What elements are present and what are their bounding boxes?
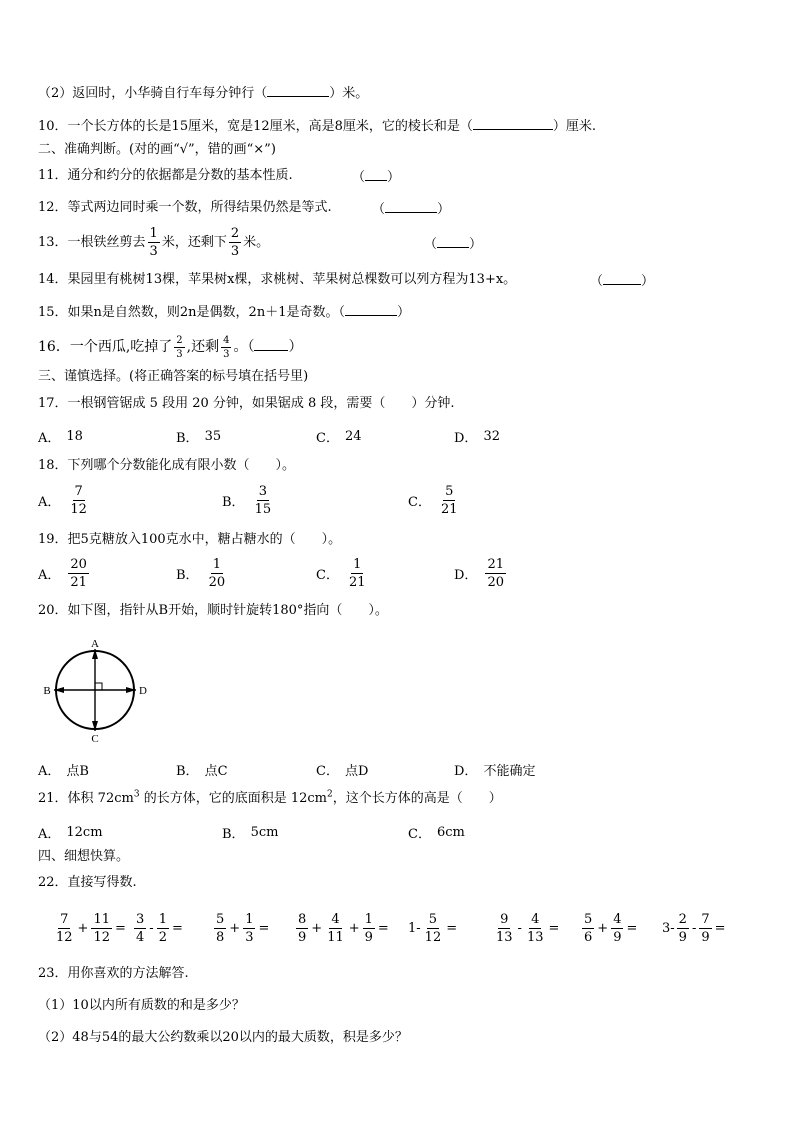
option-a[interactable]: A． 12cm: [38, 825, 103, 842]
expression-6: $\frac{9}{13}$ - $\frac{4}{13}$ =: [496, 912, 560, 945]
answer-paren[interactable]: （ ）: [424, 237, 483, 252]
expression-2: $\frac{3}{4}$ - $\frac{1}{2}$ =: [136, 912, 183, 945]
question-23-part-1: （1）10以内所有质数的和是多少？: [38, 998, 245, 1013]
fraction: $\frac{2}{3}$: [230, 226, 240, 259]
answer-blank[interactable]: [473, 117, 553, 130]
compass-diagram: [38, 636, 158, 746]
option-b[interactable]: B． 5cm: [222, 825, 279, 842]
option-d[interactable]: D． $\frac{21}{20}$: [454, 557, 504, 590]
question-17: 17．一根钢管锯成 5 段用 20 分钟，如果锯成 8 段，需要（ ）分钟.: [38, 396, 455, 411]
question-9-part-2: （2）返回时，小华骑自行车每分钟行（ ）米。: [38, 86, 369, 101]
answer-blank[interactable]: [267, 84, 329, 97]
section-2-heading: 二、准确判断。(对的画“√”，错的画“×”): [38, 142, 276, 157]
question-16: 16．一个西瓜,吃掉了 $\frac{2}{3}$ ,还剩 $\frac{4}{3}$ 。（ ）: [38, 334, 303, 360]
fraction: $\frac{4}{3}$: [223, 334, 230, 360]
question-10: 10．一个长方体的长是15厘米，宽是12厘米，高是8厘米，它的棱长和是（ ）厘米.: [38, 119, 597, 134]
label-a: A: [91, 638, 99, 650]
question-14: 14．果园里有桃树13棵，苹果树x棵，求桃树、苹果树总棵数可以列方程为13+x。: [38, 272, 517, 287]
expression-3: $\frac{5}{8}$ + $\frac{1}{3}$ =: [216, 912, 270, 945]
option-d[interactable]: D． 32: [454, 429, 500, 446]
option-b[interactable]: B． 35: [176, 429, 222, 446]
label-d: D: [139, 685, 147, 697]
question-20: 20．如下图，指针从B开始，顺时针旋转180°指向（ ）。: [38, 603, 388, 618]
question-23-part-2: （2）48与54的最大公约数乘以20以内的最大质数，积是多少？: [38, 1030, 408, 1045]
option-b[interactable]: B． 点C: [176, 764, 228, 779]
option-a[interactable]: A． 点B: [38, 764, 89, 779]
expression-1: $\frac{7}{12}$ + $\frac{11}{12}$ =: [56, 912, 126, 945]
answer-paren[interactable]: （ ）: [352, 170, 401, 185]
expression-8: 3- $\frac{2}{9}$ - $\frac{7}{9}$ =: [662, 912, 726, 945]
option-c[interactable]: C． $\frac{1}{21}$: [316, 557, 366, 590]
label-b: B: [43, 685, 51, 697]
answer-paren[interactable]: （ ）: [590, 274, 655, 289]
label-c: C: [91, 733, 99, 745]
question-23: 23．用你喜欢的方法解答.: [38, 966, 189, 981]
answer-blank[interactable]: [345, 303, 397, 316]
expression-5: 1- $\frac{5}{12}$ =: [408, 912, 458, 945]
section-3-heading: 三、谨慎选择。(将正确答案的标号填在括号里): [38, 369, 309, 384]
expression-7: $\frac{5}{6}$ + $\frac{4}{9}$ =: [584, 912, 638, 945]
option-d[interactable]: D． 不能确定: [454, 764, 536, 779]
question-21: 21．体积 $72cm^3$ 的长方体，它的底面积是 $12cm^2$，这个长方体的高是（ ）: [38, 789, 502, 806]
question-11: 11．通分和约分的依据都是分数的基本性质.: [38, 168, 293, 183]
option-a[interactable]: A． $\frac{7}{12}$: [38, 484, 87, 517]
option-a[interactable]: A． $\frac{20}{21}$: [38, 557, 87, 590]
fraction: $\frac{1}{3}$: [149, 226, 158, 259]
option-c[interactable]: C． $\frac{5}{21}$: [408, 484, 458, 517]
option-b[interactable]: B． $\frac{3}{15}$: [222, 484, 272, 517]
option-b[interactable]: B． $\frac{1}{20}$: [176, 557, 226, 590]
question-13: 13．一根铁丝剪去 $\frac{1}{3}$ 米，还剩下 $\frac{2}{3}$ 米。: [38, 226, 270, 259]
expression-4: $\frac{8}{9}$ + $\frac{4}{11}$ + $\frac{1}{9}$ =: [298, 912, 389, 945]
question-18: 18．下列哪个分数能化成有限小数（ ）。: [38, 458, 296, 473]
answer-blank[interactable]: [254, 338, 288, 351]
answer-paren[interactable]: （ ）: [372, 202, 451, 217]
section-4-heading: 四、细想快算。: [38, 849, 130, 864]
fraction: $\frac{2}{3}$: [176, 334, 183, 360]
question-22: 22．直接写得数.: [38, 875, 137, 890]
question-15: 15．如果n是自然数，则2n是偶数，2n＋1是奇数。（ ）: [38, 305, 410, 320]
option-c[interactable]: C． 6cm: [408, 825, 465, 842]
question-19: 19．把5克糖放入100克水中，糖占糖水的（ ）。: [38, 532, 342, 547]
option-c[interactable]: C． 点D: [316, 764, 369, 779]
question-12: 12．等式两边同时乘一个数，所得结果仍然是等式.: [38, 200, 332, 215]
option-a[interactable]: A． 18: [38, 429, 83, 446]
option-c[interactable]: C． 24: [316, 429, 362, 446]
